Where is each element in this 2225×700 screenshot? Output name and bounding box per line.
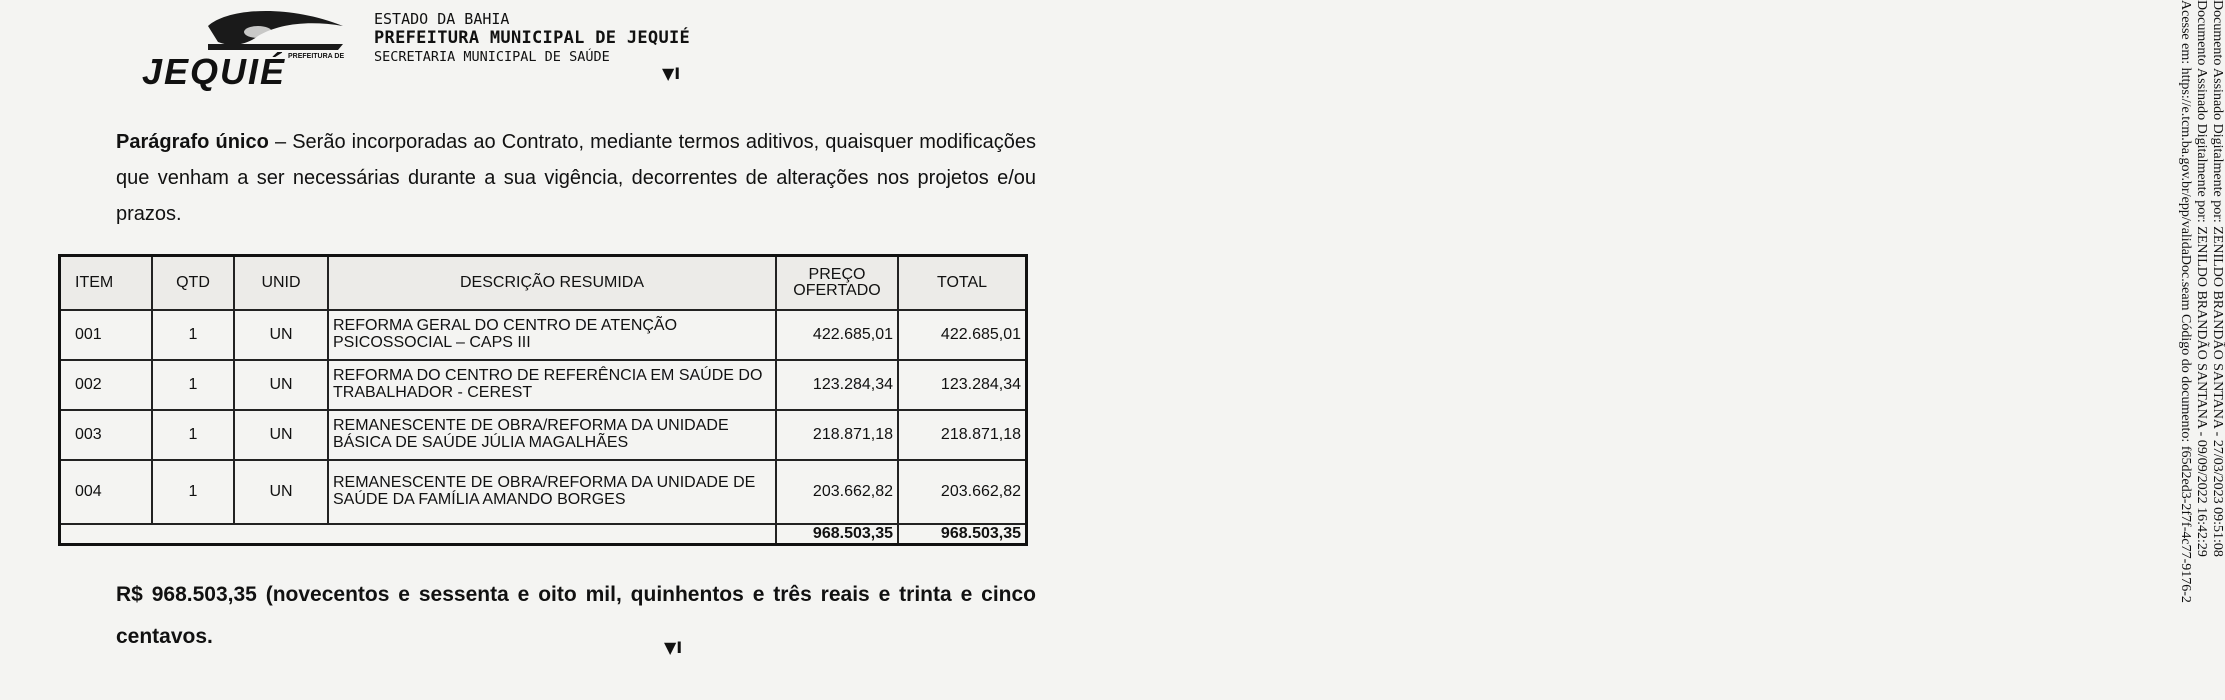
- table-row: [60, 460, 1027, 524]
- document-header: [374, 10, 690, 66]
- cell-preco: 123.284,34: [776, 360, 898, 410]
- cell-qtd: 1: [152, 310, 234, 360]
- table-row: [60, 310, 1027, 360]
- cell-item: 002: [60, 360, 153, 410]
- header-preco: PREÇO OFERTADO: [776, 256, 898, 311]
- header-total: TOTAL: [898, 256, 1027, 311]
- total-total: 968.503,35: [898, 524, 1027, 545]
- table-row: [60, 410, 1027, 460]
- header-qtd: QTD: [152, 256, 234, 311]
- table-row: [60, 360, 1027, 410]
- secretaria-name: SECRETARIA MUNICIPAL DE SAÚDE: [374, 49, 610, 66]
- scan-mark: ▼I: [664, 638, 683, 657]
- cell-qtd: 1: [152, 360, 234, 410]
- table-header-row: [60, 256, 1027, 311]
- cell-item: 003: [60, 410, 153, 460]
- jequie-logo: [138, 6, 348, 92]
- prefeitura-name: PREFEITURA MUNICIPAL DE JEQUIÉ: [374, 28, 691, 49]
- digital-signature-stamp: [2125, 0, 2225, 700]
- cell-unid: UN: [234, 460, 328, 524]
- stamp-line-3: Acesse em: https://e.tcm.ba.gov.br/epp/validaDoc.seam Código do documento: f65d2ed3-2f7f-4c77-9176-2: [2178, 0, 2193, 603]
- cell-total: 422.685,01: [898, 310, 1027, 360]
- cell-item: 004: [60, 460, 153, 524]
- logo-small-text: PREFEITURA DE: [288, 53, 345, 60]
- cell-desc: REMANESCENTE DE OBRA/REFORMA DA UNIDADE DE SAÚDE DA FAMÍLIA AMANDO BORGES: [328, 460, 776, 524]
- cell-unid: UN: [234, 410, 328, 460]
- cell-desc: REFORMA GERAL DO CENTRO DE ATENÇÃO PSICOSSOCIAL – CAPS III: [328, 310, 776, 360]
- header-unid: UNID: [234, 256, 328, 311]
- logo-big-text: JEQUIÉ: [142, 51, 287, 92]
- total-preco: 968.503,35: [776, 524, 898, 545]
- cell-preco: 218.871,18: [776, 410, 898, 460]
- paragraph-unico: [116, 124, 1036, 232]
- header-item: ITEM: [60, 256, 153, 311]
- cell-total: 218.871,18: [898, 410, 1027, 460]
- cell-preco: 203.662,82: [776, 460, 898, 524]
- cell-qtd: 1: [152, 460, 234, 524]
- cell-unid: UN: [234, 360, 328, 410]
- total-in-words: R$ 968.503,35 (novecentos e sessenta e oito mil, quinhentos e três reais e trinta e cinco centavos.: [116, 583, 1036, 648]
- cell-desc: REFORMA DO CENTRO DE REFERÊNCIA EM SAÚDE DO TRABALHADOR - CEREST: [328, 360, 776, 410]
- cell-item: 001: [60, 310, 153, 360]
- header-desc: DESCRIÇÃO RESUMIDA: [328, 256, 776, 311]
- paragraph-label: Parágrafo único: [116, 131, 269, 153]
- items-table: [58, 254, 1028, 546]
- stamp-line-1: Documento Assinado Digitalmente por: ZENILDO BRANDÃO SANTANA - 27/03/2023 09:51:08: [2210, 0, 2225, 557]
- cell-qtd: 1: [152, 410, 234, 460]
- total-row-spacer: [60, 524, 777, 545]
- cell-total: 203.662,82: [898, 460, 1027, 524]
- paragraph-text: – Serão incorporadas ao Contrato, mediante termos aditivos, quaisquer modificações que venham a ser necessárias durante a sua vigência, decorrentes de alterações nos projetos e/ou prazos.: [116, 131, 1036, 225]
- cell-unid: UN: [234, 310, 328, 360]
- cell-total: 123.284,34: [898, 360, 1027, 410]
- table-total-row: [60, 524, 1027, 545]
- stamp-line-2: Documento Assinado Digitalmente por: ZENILDO BRANDÃO SANTANA - 09/09/2022 16:42:29: [2194, 0, 2209, 557]
- scan-mark: ▼I: [662, 64, 681, 83]
- state-name: ESTADO DA BAHIA: [374, 10, 510, 28]
- cell-desc: REMANESCENTE DE OBRA/REFORMA DA UNIDADE BÁSICA DE SAÚDE JÚLIA MAGALHÃES: [328, 410, 776, 460]
- cell-preco: 422.685,01: [776, 310, 898, 360]
